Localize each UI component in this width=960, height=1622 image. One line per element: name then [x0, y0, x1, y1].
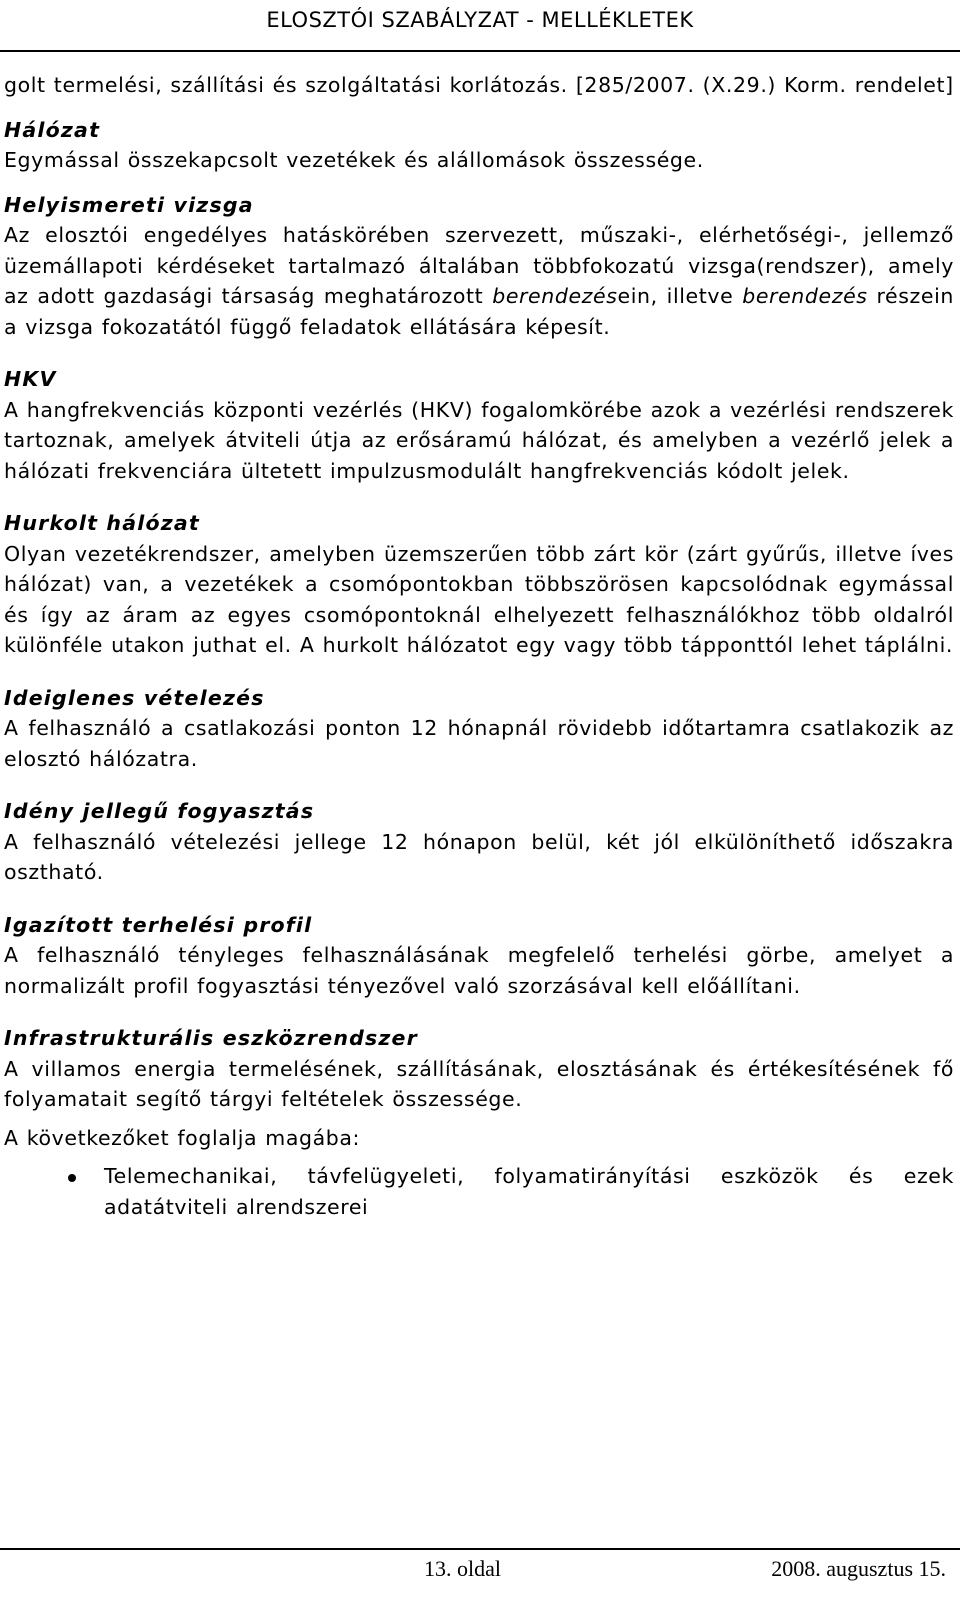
header-divider	[0, 50, 960, 52]
term-hurkolt-halozat: Hurkolt hálózat	[4, 511, 200, 535]
definition-text: részein a vizsga fokozatától függő feladatok ellátására képesít.	[4, 284, 954, 339]
page-header: ELOSZTÓI SZABÁLYZAT - MELLÉKLETEK	[266, 8, 694, 32]
document-date: 2008. augusztus 15.	[771, 1556, 946, 1581]
term-ideiglenes-vetelezes: Ideiglenes vételezés	[4, 685, 265, 710]
definition-helyismereti-vizsga	[4, 220, 954, 342]
definition-igazitott-terhelesi-profil: A felhasználó tényleges felhasználásának megfelelő terhelési görbe, amelyet a normalizált profil fogyasztási tényezővel való szorzásával kell előállítani.	[4, 943, 954, 998]
bullet-list	[4, 1161, 954, 1222]
italic-term: berendezés	[742, 284, 868, 308]
definition-text: ein, illetve	[617, 284, 743, 308]
definition-hurkolt-halozat: Olyan vezetékrendszer, amelyben üzemszerűen több zárt kör (zárt gyűrűs, illetve íves hálózat) van, a vezetékek a csomópontokban többszörösen kapcsolódnak egymással és így az áram az egyes csomópontoknál elhelyezett felhasználókhoz több oldalról különféle utakon juthat el. A hurkolt hálózatot egy vagy több tápponttól lehet táplálni.	[4, 541, 954, 657]
term-infrastrukturalis-eszkozrendszer: Infrastrukturális eszközrendszer	[4, 1026, 418, 1050]
document-body	[4, 70, 954, 1222]
intro-paragraph: golt termelési, szállítási és szolgáltatási korlátozás. [285/2007. (X.29.) Korm. rendelet]	[4, 73, 954, 97]
bullet-icon	[68, 1174, 76, 1182]
definition-ideny-jellegu-fogyasztas: A felhasználó vételezési jellege 12 hónapon belül, két jól elkülöníthető időszakra osztható.	[4, 829, 954, 884]
term-ideny-jellegu-fogyasztas: Idény jellegű fogyasztás	[4, 799, 315, 823]
list-lead-in: A következőket foglalja magába:	[4, 1125, 361, 1150]
definition-infrastrukturalis-eszkozrendszer: A villamos energia termelésének, szállításának, elosztásának és értékesítésének fő folyamatait segítő tárgyi feltételek összessége.	[4, 1056, 954, 1111]
definition-halozat: Egymással összekapcsolt vezetékek és alállomások összessége.	[4, 148, 704, 172]
list-item-text: Telemechanikai, távfelügyeleti, folyamatirányítási eszközök és ezek adatátviteli alrendszerei	[104, 1164, 954, 1219]
italic-term: berendezés	[492, 284, 618, 308]
definition-hkv: A hangfrekvenciás központi vezérlés (HKV) fogalomkörébe azok a vezérlési rendszerek tartoznak, amelyek átviteli útja az erősáramú hálózat, és amelyben a vezérlő jelek a hálózati frekvenciára ültetett impulzusmodulált hangfrekvenciás kódolt jelek.	[4, 397, 954, 483]
list-item	[4, 1161, 954, 1222]
term-hkv: HKV	[4, 367, 57, 391]
term-halozat: Hálózat	[4, 117, 101, 142]
page-number: 13. oldal	[424, 1556, 501, 1581]
term-helyismereti-vizsga: Helyismereti vizsga	[4, 192, 254, 217]
term-igazitott-terhelesi-profil: Igazított terhelési profil	[4, 912, 313, 937]
footer-divider	[0, 1548, 960, 1550]
definition-text: Az elosztói engedélyes hatáskörében szervezett, műszaki-, elérhetőségi-, jellemző üzemállapoti kérdéseket tartalmazó általában többfokozatú vizsga(rendszer), amely az adott gazdasági társaság meghatározott	[4, 223, 954, 308]
definition-ideiglenes-vetelezes: A felhasználó a csatlakozási ponton 12 hónapnál rövidebb időtartamra csatlakozik az elosztó hálózatra.	[4, 716, 954, 771]
